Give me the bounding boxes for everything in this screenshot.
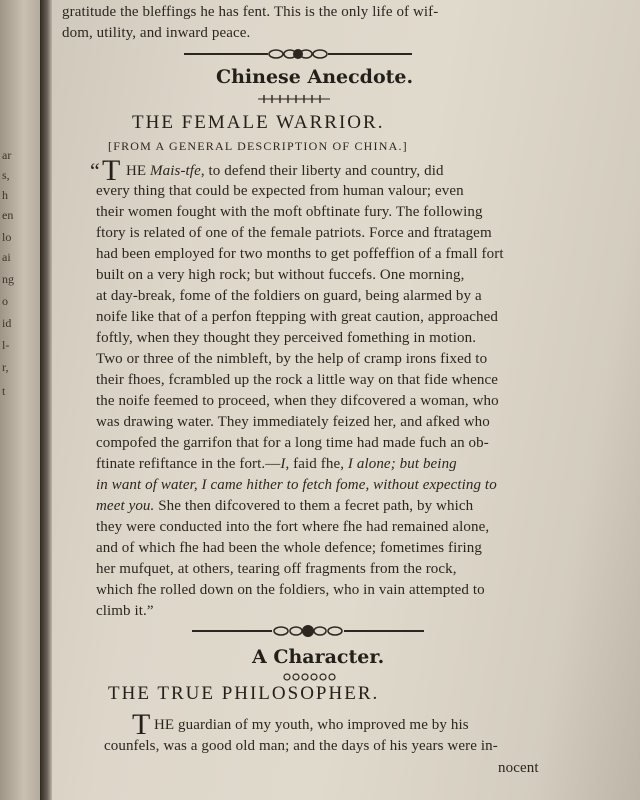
section-heading-blackletter: A Character. — [252, 646, 385, 668]
newspaper-page — [52, 0, 640, 800]
article-title: THE TRUE PHILOSOPHER. — [108, 683, 380, 704]
left-page-fragment: o — [2, 294, 8, 308]
article-source: [FROM A GENERAL DESCRIPTION OF CHINA.] — [108, 139, 408, 153]
text-line: counfels, was a good old man; and the days of his years were in- — [104, 738, 498, 754]
left-page-fragment: ng — [2, 272, 14, 286]
text-line: climb it.” — [96, 603, 154, 619]
drop-cap: T — [102, 154, 121, 187]
left-page-fragment: lo — [2, 230, 12, 244]
text-line: dom, utility, and inward peace. — [62, 25, 251, 41]
text-line: HE guardian of my youth, who improved me by his — [154, 717, 469, 733]
text-line: noife like that of a perfon ftepping with great caution, approached — [96, 309, 498, 325]
text-line: HE Mais-tfe, to defend their liberty and country, did — [126, 163, 444, 179]
text-line: meet you. She then difcovered to them a fecret path, by which — [96, 498, 474, 514]
text-line: ftinate refiftance in the fort.—I, faid fhe, I alone; but being — [96, 456, 457, 472]
left-page-fragment: en — [2, 208, 14, 222]
left-page-fragment: t — [2, 384, 6, 398]
text-line: and of which fhe had been the whole defence; fometimes firing — [96, 540, 482, 556]
text-line: the noife feemed to proceed, when they difcovered a woman, who — [96, 393, 499, 409]
left-page-edge — [0, 0, 40, 800]
text-line: was drawing water. They immediately feized her, and afked who — [96, 414, 490, 430]
text-line: their fhoes, fcrambled up the rock a little way on that fide whence — [96, 372, 498, 388]
drop-cap: T — [132, 708, 151, 741]
left-page-fragment: ar — [2, 148, 12, 162]
text-line: had been employed for two months to get poffeffion of a fmall fort — [96, 246, 504, 262]
text-line: ftory is related of one of the female patriots. Force and ftratagem — [96, 225, 492, 241]
left-page-fragment: h — [2, 188, 8, 202]
article-title: THE FEMALE WARRIOR. — [132, 112, 385, 133]
text-line: at day-break, fome of the foldiers on guard, being alarmed by a — [96, 288, 482, 304]
scroll-ornament-divider — [192, 622, 424, 640]
left-page-fragment: id — [2, 316, 12, 330]
scroll-ornament-divider — [184, 46, 412, 62]
text-line: which fhe rolled down on the foldiers, who in vain attempted to — [96, 582, 485, 598]
opening-quote: “ — [90, 158, 100, 183]
text-line: every thing that could be expected from human valour; even — [96, 183, 464, 199]
text-line: built on a very high rock; but without fuccefs. One morning, — [96, 267, 465, 283]
text-line: compofed the garrifon that for a long time had made fuch an ob- — [96, 435, 489, 451]
left-page-fragment: s, — [2, 168, 10, 182]
left-page-fragment: r, — [2, 360, 9, 374]
section-heading-blackletter: Chinese Anecdote. — [216, 66, 414, 88]
text-line: foftly, when they thought they perceived fomething in motion. — [96, 330, 477, 346]
text-line: their women fought with the moft obftinate fury. The following — [96, 204, 483, 220]
small-rule-ornament — [282, 672, 338, 682]
left-page-fragment: ai — [2, 250, 11, 264]
text-line: her mufquet, at others, tearing off fragments from the rock, — [96, 561, 457, 577]
catchword: nocent — [498, 760, 539, 776]
left-page-fragment: l- — [2, 338, 10, 352]
text-line: they were conducted into the fort where fhe had remained alone, — [96, 519, 490, 535]
text-line: Two or three of the nimbleft, by the help of cramp irons fixed to — [96, 351, 488, 367]
text-line: in want of water, I came hither to fetch fome, without expecting to — [96, 477, 497, 493]
book-gutter — [40, 0, 52, 800]
small-rule-ornament — [258, 94, 330, 104]
text-line: gratitude the bleffings he has fent. This is the only life of wif- — [62, 4, 439, 20]
